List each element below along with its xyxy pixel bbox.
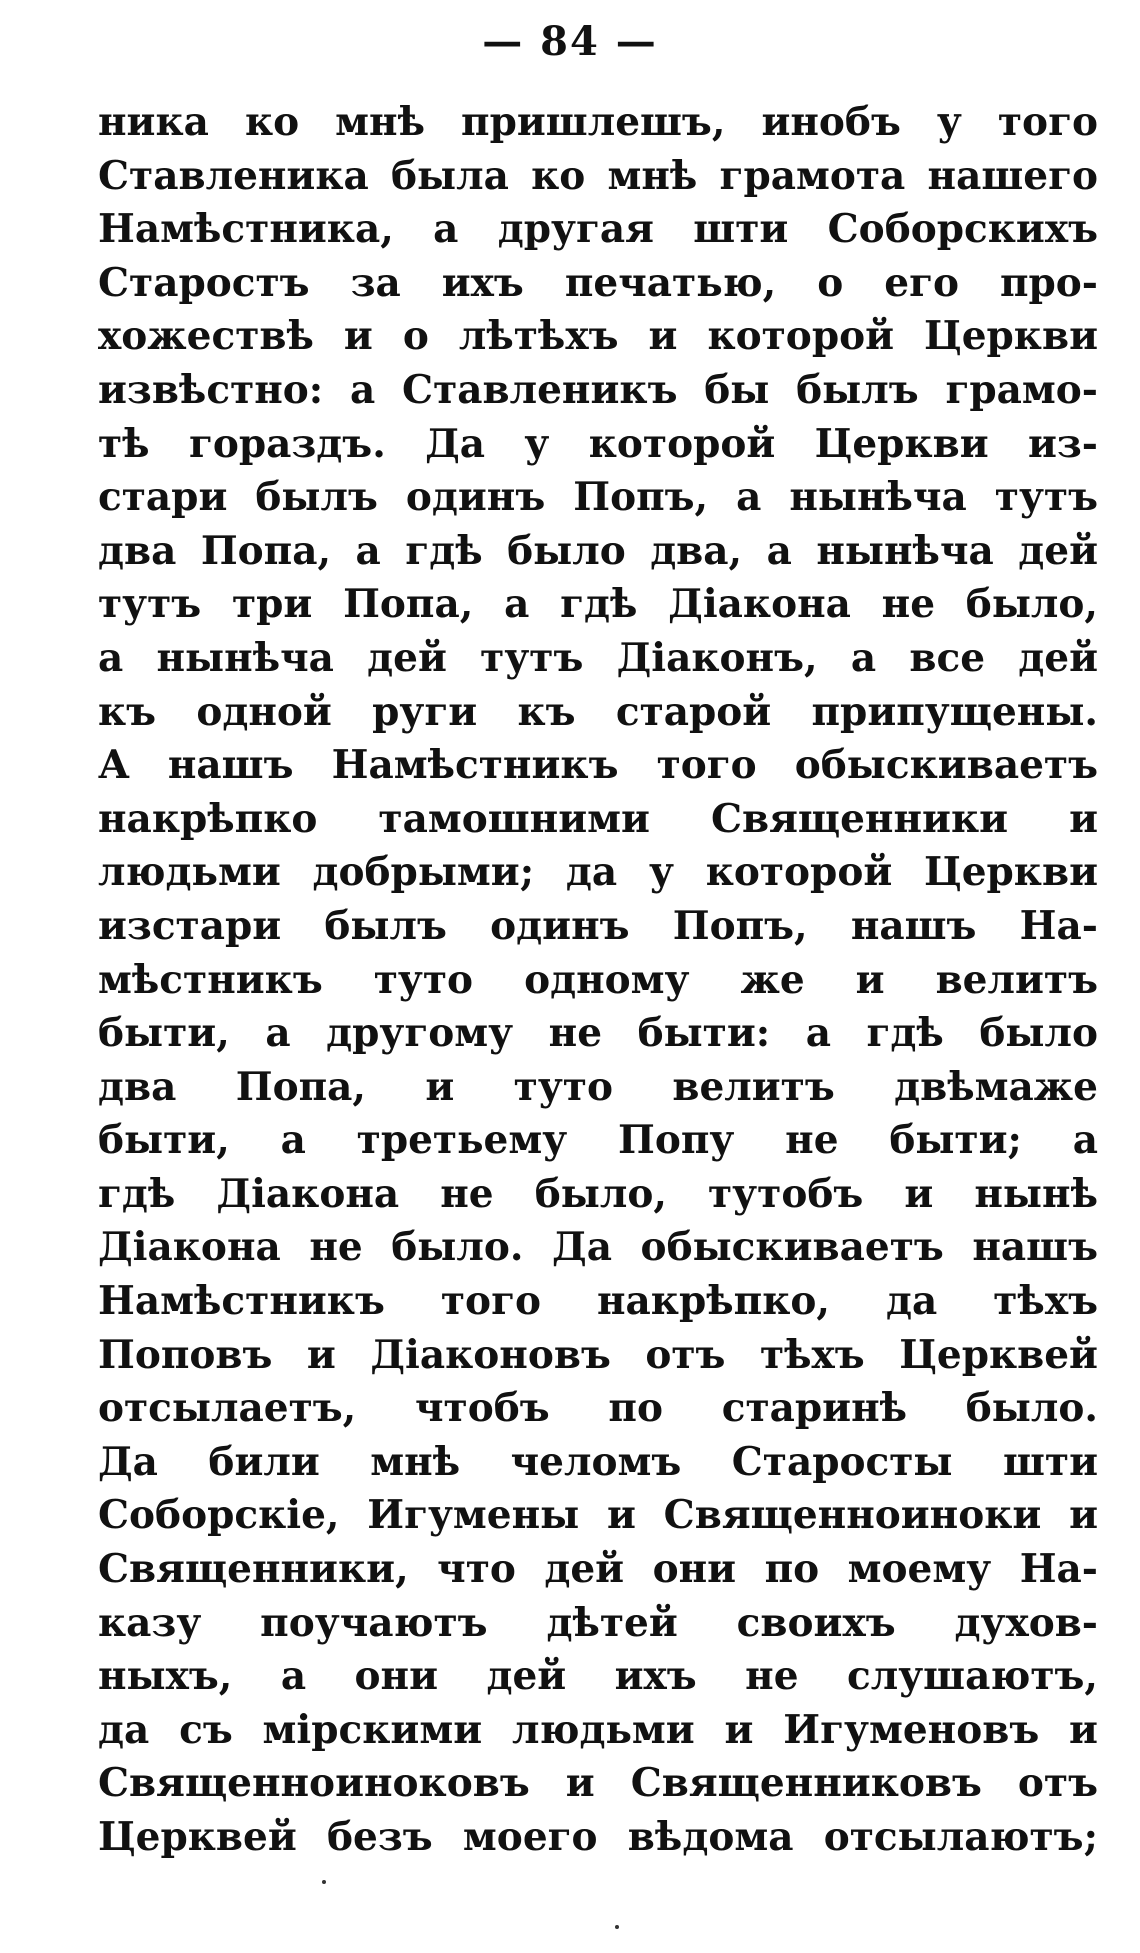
text-line: Соборскіе, Игумены и Священноиноки и <box>98 1492 1098 1539</box>
text-line: мѣстникъ туто одному же и велитъ <box>98 956 1098 1003</box>
page-number: — 84 — <box>482 18 658 65</box>
print-speck <box>322 1880 326 1884</box>
text-line: да съ мірскими людьми и Игуменовъ и <box>98 1706 1098 1753</box>
text-line: отсылаетъ, чтобъ по старинѣ было. <box>98 1385 1098 1432</box>
text-line: ника ко мнѣ пришлешъ, инобъ у того <box>98 99 1098 145</box>
text-line: Священники, что дей они по моему На- <box>98 1546 1098 1593</box>
text-line: Церквей безъ моего вѣдома отсылаютъ; <box>98 1814 1098 1860</box>
print-speck <box>615 1925 619 1929</box>
text-line: Поповъ и Діаконовъ отъ тѣхъ Церквей <box>98 1331 1098 1378</box>
text-line: изстари былъ одинъ Попъ, нашъ На- <box>98 902 1098 949</box>
text-line: казу поучаютъ дѣтей своихъ духов- <box>98 1599 1098 1646</box>
text-line: Намѣстникъ того накрѣпко, да тѣхъ <box>98 1278 1098 1325</box>
text-line: извѣстно: а Ставленикъ бы былъ грамо- <box>98 366 1098 413</box>
text-line: накрѣпко тамошними Священники и <box>98 795 1098 842</box>
text-line: людьми добрыми; да у которой Церкви <box>98 849 1098 896</box>
body-text <box>98 96 1098 1865</box>
text-line: тутъ три Попа, а гдѣ Діакона не было, <box>98 581 1098 628</box>
text-line: ныхъ, а они дей ихъ не слушаютъ, <box>98 1653 1098 1700</box>
text-line: къ одной руги къ старой припущены. <box>98 688 1098 735</box>
text-line: Діакона не было. Да обыскиваетъ нашъ <box>98 1224 1098 1271</box>
text-line: два Попа, а гдѣ было два, а нынѣча дей <box>98 527 1098 574</box>
text-line: а нынѣча дей тутъ Діаконъ, а все дей <box>98 634 1098 681</box>
text-line: Старостъ за ихъ печатью, о его про- <box>98 259 1098 306</box>
text-line: быти, а другому не быти: а гдѣ было <box>98 1010 1098 1057</box>
text-line: хожествѣ и о лѣтѣхъ и которой Церкви <box>98 313 1098 360</box>
text-line: стари былъ одинъ Попъ, а нынѣча тутъ <box>98 474 1098 521</box>
text-line: быти, а третьему Попу не быти; а <box>98 1117 1098 1164</box>
text-line: гдѣ Діакона не было, тутобъ и нынѣ <box>98 1170 1098 1217</box>
text-line: Да били мнѣ челомъ Старосты шти <box>98 1438 1098 1485</box>
text-line: тѣ гораздъ. Да у которой Церкви из- <box>98 420 1098 467</box>
text-line: Священноиноковъ и Священниковъ отъ <box>98 1760 1098 1807</box>
text-line: А нашъ Намѣстникъ того обыскиваетъ <box>98 742 1098 789</box>
text-line: Ставленика была ко мнѣ грамота нашего <box>98 152 1098 199</box>
text-line: Намѣстника, а другая шти Соборскихъ <box>98 206 1098 253</box>
text-line: два Попа, и туто велитъ двѣмаже <box>98 1063 1098 1110</box>
